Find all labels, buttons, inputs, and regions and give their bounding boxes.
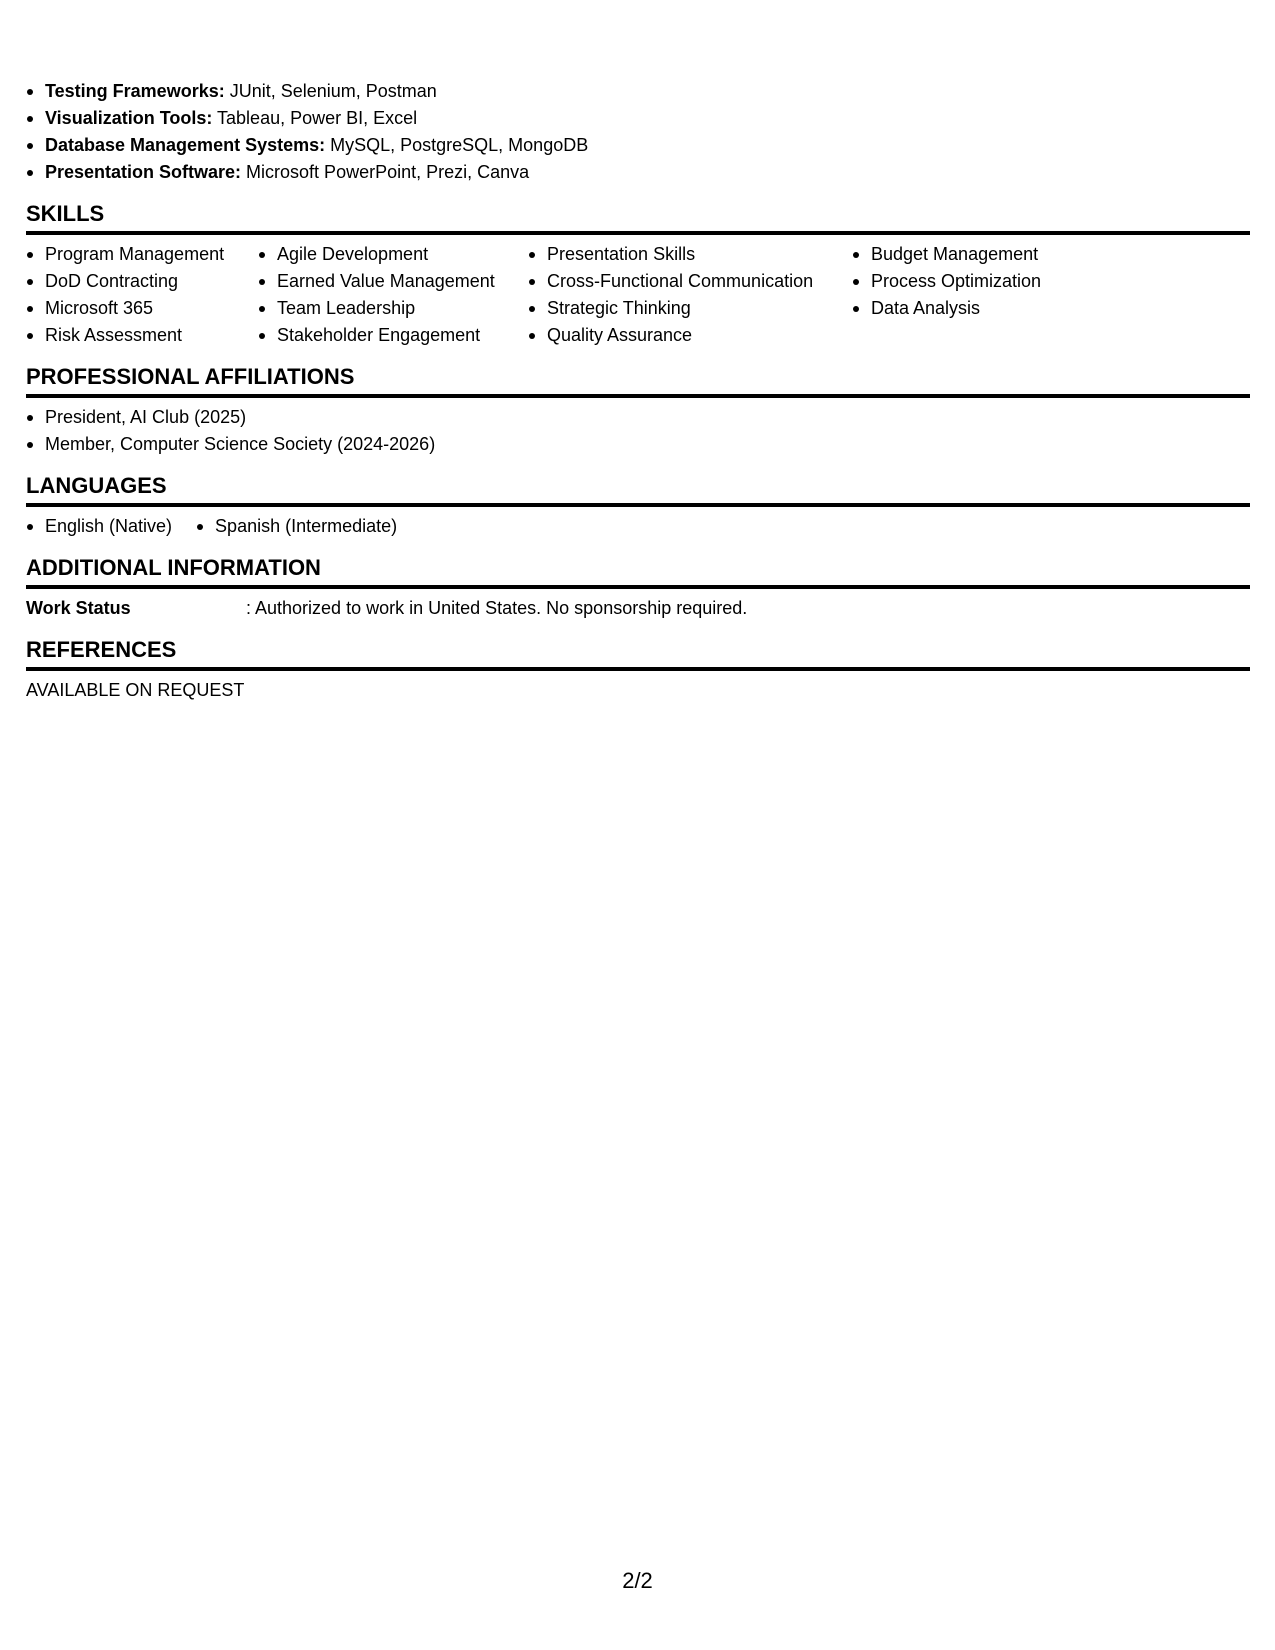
skill-item: Data Analysis — [852, 295, 1112, 322]
languages-list — [26, 513, 1250, 540]
affiliation-item: Member, Computer Science Society (2024-2026) — [26, 431, 1250, 458]
skills-grid — [26, 241, 1250, 349]
tools-item — [26, 132, 1250, 159]
tools-list — [26, 78, 1250, 186]
tools-item-label: Visualization Tools: — [45, 108, 213, 128]
tools-item-label: Database Management Systems: — [45, 135, 326, 155]
resume-page — [26, 78, 1250, 704]
skill-item: Program Management — [26, 241, 258, 268]
work-status-value: : Authorized to work in United States. No sponsorship required. — [246, 598, 748, 618]
references-section — [26, 636, 1250, 704]
additional-info-section — [26, 554, 1250, 622]
skills-column — [852, 241, 1112, 349]
skills-column — [26, 241, 258, 349]
tools-item-value: MySQL, PostgreSQL, MongoDB — [325, 135, 589, 155]
skill-item: Strategic Thinking — [528, 295, 852, 322]
skills-section — [26, 200, 1250, 349]
skill-item: Microsoft 365 — [26, 295, 258, 322]
page-number: 2/2 — [622, 1568, 653, 1593]
additional-info-heading: ADDITIONAL INFORMATION — [26, 554, 1250, 589]
skill-item: Cross-Functional Communication — [528, 268, 852, 295]
tools-item — [26, 105, 1250, 132]
tools-item-value: JUnit, Selenium, Postman — [224, 81, 437, 101]
language-item: English (Native) — [26, 513, 172, 540]
references-text: AVAILABLE ON REQUEST — [26, 680, 245, 700]
tools-item — [26, 78, 1250, 105]
tools-item-value: Microsoft PowerPoint, Prezi, Canva — [241, 162, 530, 182]
skills-heading: SKILLS — [26, 200, 1250, 235]
tools-item-label: Testing Frameworks: — [45, 81, 225, 101]
affiliations-list — [26, 404, 1250, 458]
languages-section — [26, 472, 1250, 540]
languages-heading: LANGUAGES — [26, 472, 1250, 507]
skill-item: Quality Assurance — [528, 322, 852, 349]
skill-item: Stakeholder Engagement — [258, 322, 528, 349]
skill-item: Earned Value Management — [258, 268, 528, 295]
language-item: Spanish (Intermediate) — [196, 513, 397, 540]
affiliation-item: President, AI Club (2025) — [26, 404, 1250, 431]
affiliations-section — [26, 363, 1250, 458]
tools-item — [26, 159, 1250, 186]
references-heading: REFERENCES — [26, 636, 1250, 671]
skill-item: Risk Assessment — [26, 322, 258, 349]
skill-item: Team Leadership — [258, 295, 528, 322]
tools-item-value: Tableau, Power BI, Excel — [212, 108, 418, 128]
work-status-label: Work Status — [26, 598, 131, 618]
affiliations-heading: PROFESSIONAL AFFILIATIONS — [26, 363, 1250, 398]
skill-item: Agile Development — [258, 241, 528, 268]
skills-column — [528, 241, 852, 349]
skills-column — [258, 241, 528, 349]
skill-item: Budget Management — [852, 241, 1112, 268]
skill-item: Presentation Skills — [528, 241, 852, 268]
skill-item: Process Optimization — [852, 268, 1112, 295]
work-status-row — [26, 595, 1250, 622]
tools-item-label: Presentation Software: — [45, 162, 242, 182]
skill-item: DoD Contracting — [26, 268, 258, 295]
